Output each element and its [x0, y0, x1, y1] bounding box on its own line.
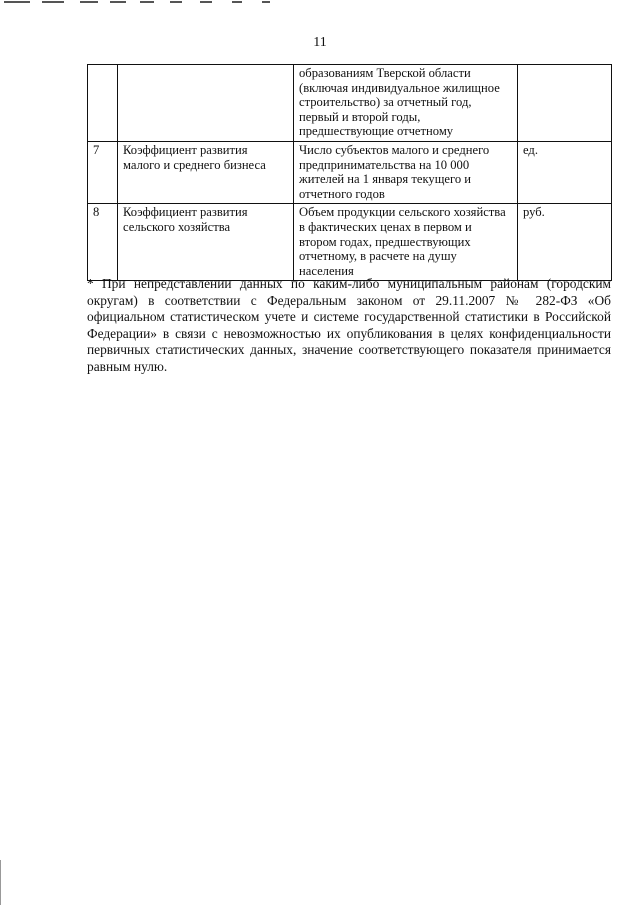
- scan-edge-artifact: [0, 860, 1, 905]
- scan-edge-artifact: [0, 0, 640, 5]
- indicator-table: [87, 64, 612, 281]
- indicator-name: Коэффициент развития малого и среднего бизнеса: [118, 141, 294, 203]
- row-number: 8: [88, 204, 118, 281]
- indicator-unit: ед.: [518, 141, 612, 203]
- indicator-description: Число субъектов малого и среднего предпринимательства на 10 000 жителей на 1 января текущего и отчетного годов: [294, 141, 518, 203]
- indicator-name: [118, 65, 294, 142]
- page-number: 11: [313, 35, 327, 50]
- footnote: * При непредставлении данных по каким-либо муниципальным районам (городским округам) в соответствии с Федеральным законом от 29.11.2007 № 282-ФЗ «Об официальном статистическом учете и системе государственной статистики в Российской Федерации» в связи с невозможностью их опубликования в целях конфиденциальности первичных статистических данных, значение соответствующего показателя принимается равным нулю.: [87, 276, 611, 374]
- indicator-description: Объем продукции сельского хозяйства в фактических ценах в первом и втором годах, предшествующих отчетному, в расчете на душу населения: [294, 204, 518, 281]
- indicator-unit: руб.: [518, 204, 612, 281]
- row-number: 7: [88, 141, 118, 203]
- indicator-description: образованиям Тверской области (включая индивидуальное жилищное строительство) за отчетный год, первый и второй годы, предшествующие отчетному: [294, 65, 518, 142]
- indicator-name: Коэффициент развития сельского хозяйства: [118, 204, 294, 281]
- table-row: [88, 204, 612, 281]
- row-number: [88, 65, 118, 142]
- table-row: [88, 141, 612, 203]
- indicator-unit: [518, 65, 612, 142]
- table-row: [88, 65, 612, 142]
